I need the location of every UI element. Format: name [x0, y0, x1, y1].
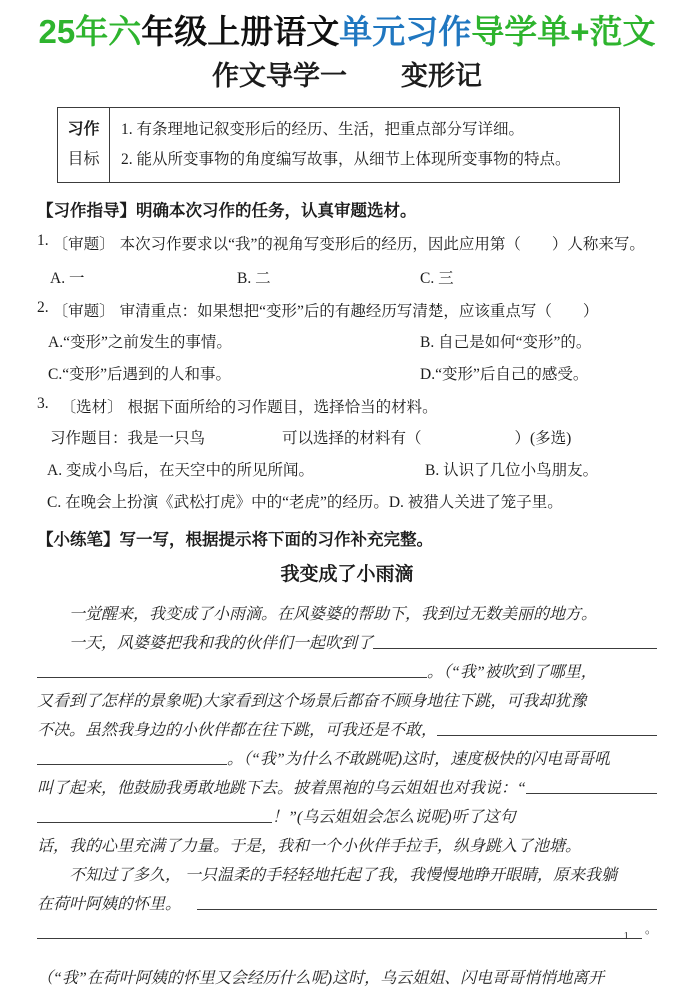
essay-text: 在荷叶阿姨的怀里。 — [37, 895, 182, 913]
question-2-option-c: C.“变形”后遇到的人和事。 — [48, 365, 231, 383]
blank-line — [37, 937, 642, 939]
question-1-tag: 〔审题〕 — [52, 235, 115, 253]
essay-text: 。（“我”被吹到了哪里， — [427, 663, 597, 681]
essay-line-4 — [37, 682, 657, 711]
essay-line-1 — [37, 595, 657, 624]
question-1 — [37, 232, 657, 288]
blank-line — [526, 792, 657, 794]
essay-text: 话，我的心里充满了力量。于是，我和一个小伙伴手拉手，纵身跳入了池塘。 — [37, 837, 582, 855]
essay-line-10 — [37, 856, 657, 885]
question-3-options-row-2 — [37, 490, 657, 512]
essay-line-3 — [37, 653, 657, 682]
question-2-number: 2. — [37, 298, 49, 316]
essay-line-9 — [37, 827, 657, 856]
question-1-option-c: C. 三 — [420, 269, 454, 287]
question-3-option-a: A. 变成小鸟后，在天空中的所见所闻。 — [47, 461, 314, 479]
essay-line-5 — [37, 711, 657, 740]
essay-line-7 — [37, 769, 657, 798]
page-title — [37, 12, 657, 52]
question-1-options — [37, 266, 657, 288]
essay-text: 叫了起来，他鼓励我勇敢地跳下去。披着黑袍的乌云姐姐也对我说：“ — [37, 779, 526, 797]
question-2-option-b: B. 自己是如何“变形”的。 — [420, 333, 592, 351]
question-3-topic: 习作题目：我是一只鸟 — [50, 429, 206, 447]
question-3-text: 根据下面所给的习作题目，选择恰当的材料。 — [127, 398, 438, 416]
essay-text: （“我”在荷叶阿姨的怀里又会经历什么呢)这时，乌云姐姐、闪电哥哥悄悄地离开 — [37, 969, 605, 987]
question-3-options-row-1 — [37, 458, 657, 480]
essay-text: 一天，风婆婆把我和我的伙伴们一起吹到了 — [37, 634, 374, 652]
essay-text: 不知过了多久， 一只温柔的手轻轻地托起了我，我慢慢地睁开眼睛，原来我躺 — [37, 866, 618, 884]
goal-table-body — [110, 108, 619, 182]
question-2-option-a: A.“变形”之前发生的事情。 — [48, 333, 232, 351]
question-1-number: 1. — [37, 231, 49, 249]
question-1-text: 本次习作要求以“我”的视角写变形后的经历，因此应用第（ ）人称来写。 — [119, 235, 645, 253]
blank-line — [37, 763, 227, 765]
practice-section-heading: 【小练笔】写一写，根据提示将下面的习作补充完整。 — [37, 530, 433, 549]
question-3-option-d: D. 被猎人关进了笼子里。 — [388, 493, 563, 511]
question-3 — [37, 395, 657, 512]
question-3-option-b: B. 认识了几位小鸟朋友。 — [425, 461, 599, 479]
question-3-stem — [37, 395, 657, 417]
essay-line-12 — [37, 914, 657, 943]
essay-text: 不决。虽然我身边的小伙伴都在往下跳，可我还是不敢， — [37, 721, 438, 739]
essay-text: 又看到了怎样的景象呢)大家看到这个场景后都奋不顾身地往下跳，可我却犹豫 — [37, 692, 587, 710]
question-2-stem — [37, 299, 657, 321]
goal-table-label — [58, 108, 110, 182]
question-3-option-c: C. 在晚会上扮演《武松打虎》中的“老虎”的经历。 — [47, 493, 389, 511]
blank-line — [37, 676, 427, 678]
question-2-option-d: D.“变形”后自己的感受。 — [420, 365, 589, 383]
question-3-choice-note: 可以选择的材料有（ ）(多选) — [282, 429, 572, 447]
title-part-grade: 年级上册语文 — [141, 13, 340, 50]
goal-label-bottom: 目标 — [67, 150, 100, 168]
essay-line-8 — [37, 798, 657, 827]
question-3-subline — [37, 426, 657, 448]
essay-line-13 — [37, 959, 657, 988]
blank-line — [437, 734, 657, 736]
essay-text: 一觉醒来，我变成了小雨滴。在风婆婆的帮助下，我到过无数美丽的地方。 — [37, 605, 598, 623]
question-1-option-a: A. 一 — [50, 269, 85, 287]
essay-line-11 — [37, 885, 657, 914]
essay-title: 我变成了小雨滴 — [280, 563, 414, 585]
question-1-stem — [37, 232, 657, 254]
writing-goal-table — [57, 107, 620, 183]
question-1-option-b: B. 二 — [237, 269, 271, 287]
blank-line — [37, 821, 272, 823]
goal-item-1: 1. 有条理地记叙变形后的经历、生活，把重点部分写详细。 — [121, 120, 525, 138]
lesson-subtitle: 作文导学一 变形记 — [212, 60, 482, 91]
question-2-tag: 〔审题〕 — [52, 302, 115, 320]
goal-label-top: 习作 — [67, 120, 100, 138]
question-2-text: 审清重点：如果想把“变形”后的有趣经历写清楚，应该重点写（ ） — [119, 302, 599, 320]
title-part-year: 25年六 — [38, 13, 142, 50]
question-3-tag: 〔选材〕 — [60, 398, 123, 416]
question-3-number: 3. — [37, 394, 49, 412]
title-part-unit: 单元习作 — [339, 13, 472, 50]
blank-line — [197, 908, 657, 910]
question-2-options — [37, 330, 657, 384]
question-2 — [37, 299, 657, 384]
essay-text: ！”(乌云姐姐会怎么说呢)听了这句 — [272, 808, 516, 826]
essay-line-2 — [37, 624, 657, 653]
title-part-guide: 导学单+范文 — [471, 13, 656, 50]
page-number: 1 — [623, 930, 629, 942]
essay-body — [37, 595, 657, 988]
guide-section-heading: 【习作指导】明确本次习作的任务，认真审题选材。 — [37, 201, 417, 220]
essay-text: 。 — [644, 921, 657, 936]
essay-line-6 — [37, 740, 657, 769]
blank-line — [373, 647, 657, 649]
goal-item-2: 2. 能从所变事物的角度编写故事，从细节上体现所变事物的特点。 — [121, 150, 571, 168]
essay-text: 。（“我”为什么不敢跳呢)这时，速度极快的闪电哥哥吼 — [227, 750, 611, 768]
